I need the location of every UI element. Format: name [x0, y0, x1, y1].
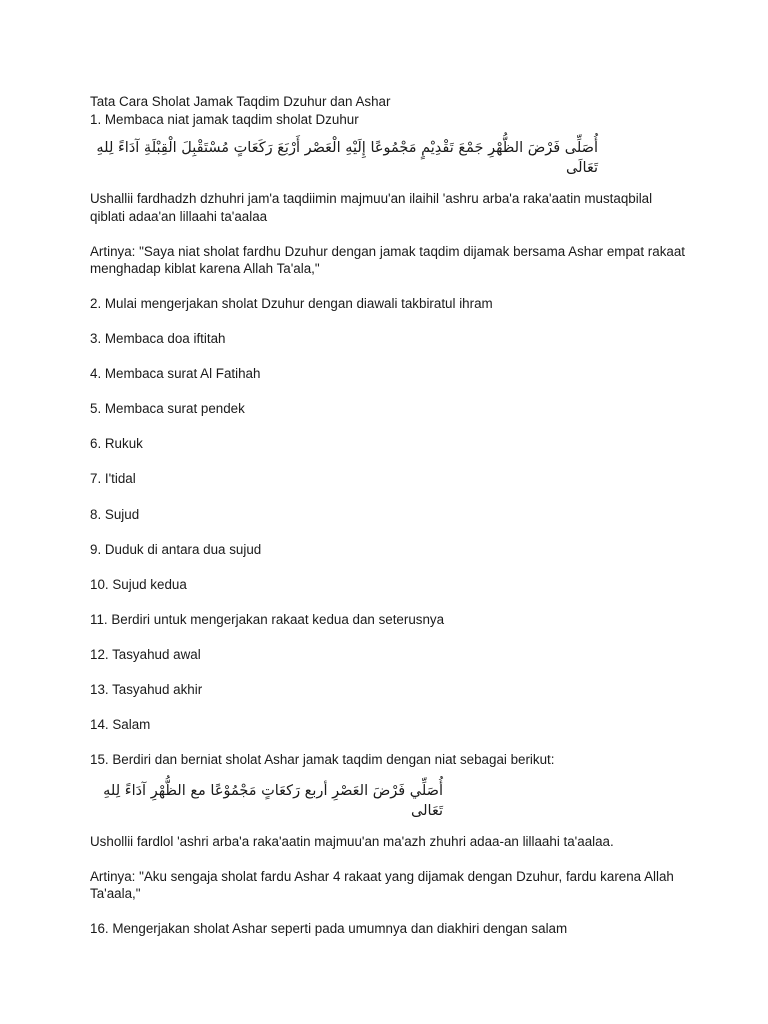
step-9: 9. Duduk di antara dua sujud	[90, 541, 262, 557]
document-body	[90, 93, 690, 955]
latin-niat-dzuhur: Ushallii fardhadzh dzhuhri jam'a taqdiimin majmuu'an ilaihil 'ashru arba'a raka'aatin mustaqbilal qiblati adaa'an lillaahi ta'aalaa	[90, 191, 653, 224]
step-11: 11. Berdiri untuk mengerjakan rakaat kedua dan seterusnya	[90, 611, 445, 627]
step-10: 10. Sujud kedua	[90, 576, 187, 592]
step-6: 6. Rukuk	[90, 436, 143, 452]
step-4: 4. Membaca surat Al Fatihah	[90, 366, 261, 382]
latin-niat-ashar: Ushollii fardlol 'ashri arba'a raka'aatin majmuu'an ma'azh zhuhri adaa-an lillaahi ta'aalaa.	[90, 833, 614, 849]
step-1: 1. Membaca niat jamak taqdim sholat Dzuhur	[90, 111, 359, 127]
arabic-niat-ashar: أُصَلِّي فَرْضَ العَصْرِ أربع رَكعَاتٍ مَجْمُوْعًا مع الظُّهْرِ آدَاءً لِلهِ تَعَالى	[103, 782, 443, 819]
step-15: 15. Berdiri dan berniat sholat Ashar jamak taqdim dengan niat sebagai berikut:	[90, 752, 555, 768]
arabic-niat-dzuhur: أُصَلِّى فَرْضَ الظُّهْرِ جَمْعَ تَقْدِيْمٍ مَجْمُوعًا إِلَيْهِ الْعَصْر أَرْبَعَ رَكَعَاتٍ مُسْتَقْبِلَ الْقِبْلَةِ آدَاءً لِلهِ تَعَالَى	[96, 140, 598, 176]
step-3: 3. Membaca doa iftitah	[90, 331, 226, 347]
step-2: 2. Mulai mengerjakan sholat Dzuhur dengan diawali takbiratul ihram	[90, 296, 493, 311]
document-title: Tata Cara Sholat Jamak Taqdim Dzuhur dan Ashar	[90, 94, 391, 109]
step-16: 16. Mengerjakan sholat Ashar seperti pada umumnya dan diakhiri dengan salam	[90, 921, 568, 937]
step-7: 7. I'tidal	[90, 471, 136, 487]
artinya-niat-dzuhur: Artinya: "Saya niat sholat fardhu Dzuhur dengan jamak taqdim dijamak bersama Ashar empat rakaat menghadap kiblat karena Allah Ta'ala,"	[90, 243, 686, 276]
step-8: 8. Sujud	[90, 506, 140, 522]
step-14: 14. Salam	[90, 717, 151, 733]
step-5: 5. Membaca surat pendek	[90, 401, 245, 417]
artinya-niat-ashar: Artinya: "Aku sengaja sholat fardu Ashar 4 rakaat yang dijamak dengan Dzuhur, fardu karena Allah Ta'aala,"	[90, 868, 674, 902]
step-12: 12. Tasyahud awal	[90, 646, 201, 662]
step-13: 13. Tasyahud akhir	[90, 682, 203, 698]
